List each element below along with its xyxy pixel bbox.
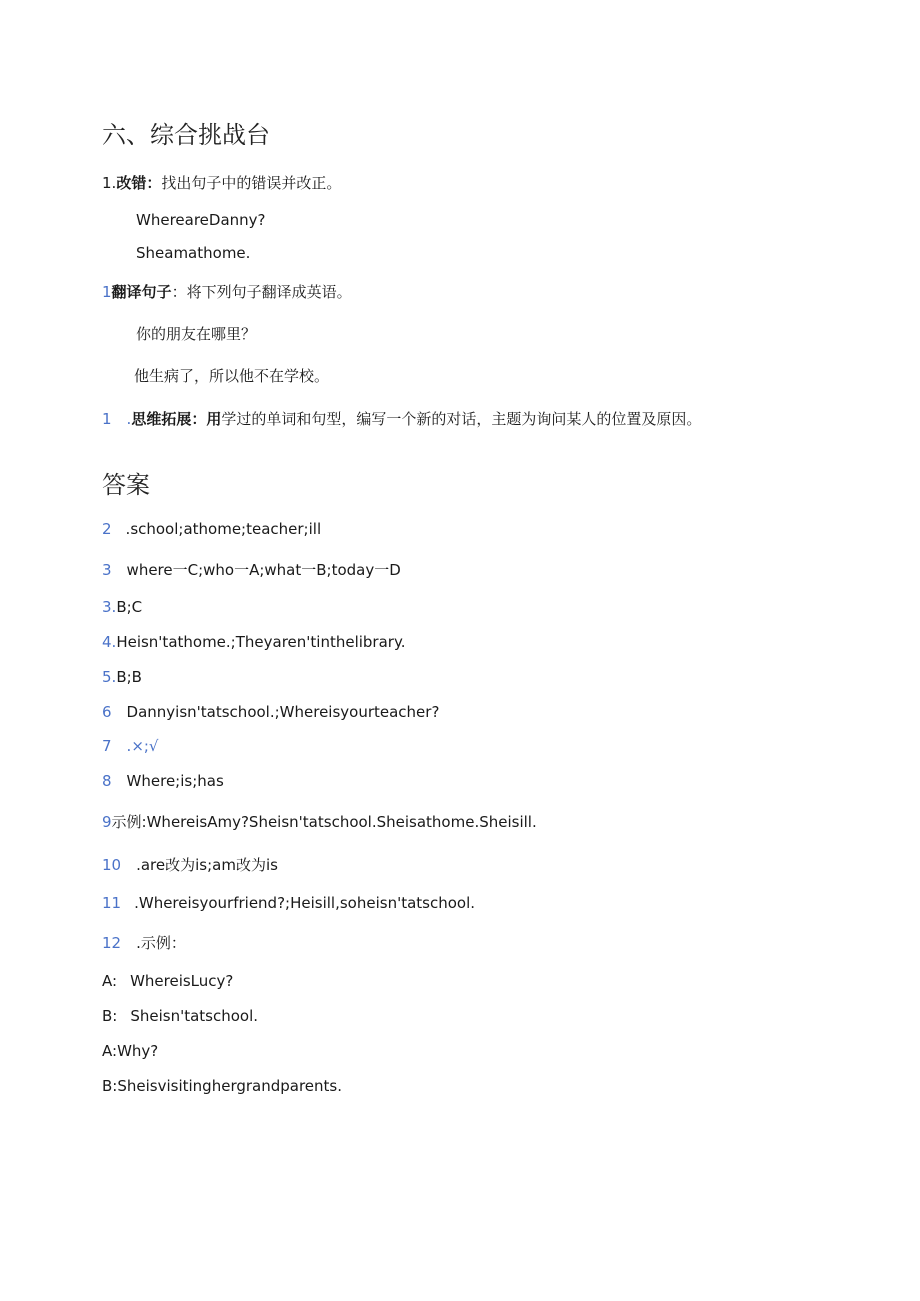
answer-text: .Whereisyourfriend?;Heisill,soheisn'tatschool. — [134, 894, 476, 912]
answer-item — [102, 668, 142, 686]
answer-text: .×;√ — [126, 737, 159, 755]
dialogue-text: Sheisn'tatschool. — [130, 1007, 259, 1025]
question-1-sentence-1: WhereareDanny? — [136, 211, 266, 229]
answer-text: where一C;who一A;what一B;today一D — [126, 561, 401, 579]
answer-item — [102, 856, 278, 874]
answer-text: 示例:WhereisAmy?Sheisn'tatschool.Sheisathome.Sheisill. — [111, 813, 537, 831]
answer-number: 7 — [102, 737, 112, 755]
question-2-number: 1 — [102, 283, 112, 301]
question-1-sentence-2: Sheamathome. — [136, 244, 251, 262]
answer-number: 2 — [102, 520, 112, 538]
question-2-sentence-1: 你的朋友在哪里？ — [136, 325, 257, 343]
answer-number: 12 — [102, 934, 122, 952]
question-2-text: ：将下列句子翻译成英语。 — [171, 283, 352, 301]
answer-text: B;C — [116, 598, 143, 616]
question-1-label: 改错： — [116, 174, 162, 192]
answer-text: .示例： — [136, 934, 186, 952]
dialogue-text: Sheisvisitinghergrandparents. — [117, 1077, 343, 1095]
dialogue-text: Why? — [117, 1042, 159, 1060]
answers-title: 答案 — [102, 471, 150, 499]
question-3-number: 1 — [102, 410, 112, 428]
answer-number: 4. — [102, 633, 117, 651]
question-3-prefix: . — [126, 410, 132, 428]
question-1 — [102, 174, 341, 192]
answer-number: 10 — [102, 856, 122, 874]
answer-text: .are改为is;am改为is — [136, 856, 278, 874]
question-2-label: 翻译句子 — [111, 283, 172, 301]
answer-text: Where;is;has — [126, 772, 224, 790]
answer-item — [102, 561, 401, 579]
answer-number: 8 — [102, 772, 112, 790]
answer-item — [102, 737, 159, 755]
question-3-label: 思维拓展：用 — [131, 410, 222, 428]
answer-item — [102, 772, 224, 790]
answer-text: Heisn'tathome.;Theyaren'tinthelibrary. — [116, 633, 406, 651]
answer-item — [102, 598, 142, 616]
answer-text: Dannyisn'tatschool.;Whereisyourteacher? — [126, 703, 440, 721]
dialogue-line — [102, 1077, 342, 1095]
question-2 — [102, 283, 352, 301]
answer-item — [102, 520, 321, 538]
dialogue-speaker: B: — [102, 1007, 118, 1025]
dialogue-line — [102, 1042, 158, 1060]
answer-number: 5. — [102, 668, 117, 686]
question-1-prefix: . — [111, 174, 117, 192]
question-3 — [102, 410, 701, 428]
dialogue-speaker: A: — [102, 972, 118, 990]
answer-item — [102, 703, 439, 721]
dialogue-line — [102, 1007, 258, 1025]
question-2-sentence-2: 他生病了，所以他不在学校。 — [134, 367, 330, 385]
dialogue-line — [102, 972, 233, 990]
answer-number: 9 — [102, 813, 112, 831]
question-3-text: 学过的单词和句型，编写一个新的对话，主题为询问某人的位置及原因。 — [221, 410, 702, 428]
answer-number: 6 — [102, 703, 112, 721]
dialogue-speaker: B: — [102, 1077, 118, 1095]
answer-item — [102, 813, 537, 831]
answer-number: 3 — [102, 561, 112, 579]
answer-item — [102, 633, 405, 651]
section-title: 六、综合挑战台 — [102, 121, 270, 149]
dialogue-speaker: A: — [102, 1042, 118, 1060]
dialogue-text: WhereisLucy? — [130, 972, 234, 990]
question-1-text: 找出句子中的错误并改正。 — [161, 174, 342, 192]
question-1-number: 1 — [102, 174, 112, 192]
answer-number: 11 — [102, 894, 122, 912]
answer-text: B;B — [116, 668, 142, 686]
answer-item — [102, 894, 475, 912]
answer-item — [102, 934, 186, 952]
answer-text: .school;athome;teacher;ill — [125, 520, 322, 538]
answer-number: 3. — [102, 598, 117, 616]
